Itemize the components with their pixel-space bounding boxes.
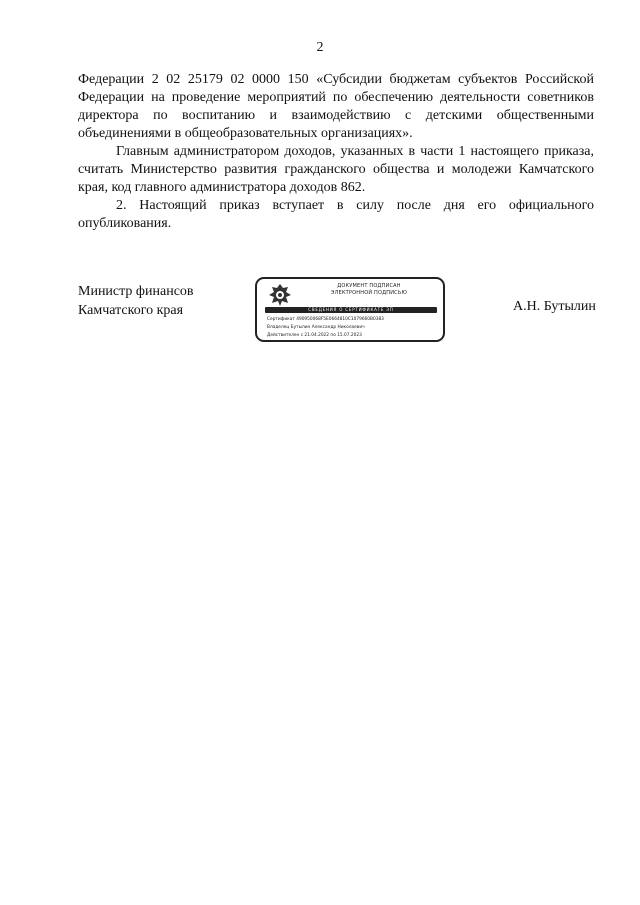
stamp-title xyxy=(301,283,437,297)
signer-name: А.Н. Бутылин xyxy=(513,299,596,314)
stamp-certificate-header: СВЕДЕНИЯ О СЕРТИФИКАТЕ ЭП xyxy=(265,307,437,313)
stamp-owner: Владелец Бутылин Александр Николаевич xyxy=(267,325,365,330)
paragraph-effective-date: 2. Настоящий приказ вступает в силу после дня его официального опубликования. xyxy=(78,198,594,231)
document-body xyxy=(78,71,594,233)
stamp-certificate-number: Сертификат 490950068F5E0664810C1079660B0383 xyxy=(267,317,384,322)
signer-position xyxy=(78,282,194,320)
stamp-title-line1: ДОКУМЕНТ ПОДПИСАН xyxy=(337,283,401,289)
signer-position-line2: Камчатского края xyxy=(78,303,184,318)
page-number: 2 xyxy=(316,40,324,55)
signer-position-line1: Министр финансов xyxy=(78,284,194,299)
stamp-title-line2: ЭЛЕКТРОННОЙ ПОДПИСЬЮ xyxy=(330,290,408,296)
paragraph-revenue-administrator: Главным администратором доходов, указанных в части 1 настоящего приказа, считать Министерство развития гражданского общества и молодежи Камчатского края, код главного администратора доходов 862. xyxy=(78,144,594,195)
paragraph-continuation: Федерации 2 02 25179 02 0000 150 «Субсидии бюджетам субъектов Российской Федерации на проведение мероприятий по обеспечению деятельности советников директора по воспитанию и взаимодействию с детскими общественными объединениями в общеобразовательных организациях». xyxy=(78,72,594,141)
coat-of-arms-icon xyxy=(267,283,293,307)
electronic-signature-stamp xyxy=(255,277,445,342)
stamp-validity: Действителен с 21.04.2022 по 15.07.2023 xyxy=(267,333,362,338)
